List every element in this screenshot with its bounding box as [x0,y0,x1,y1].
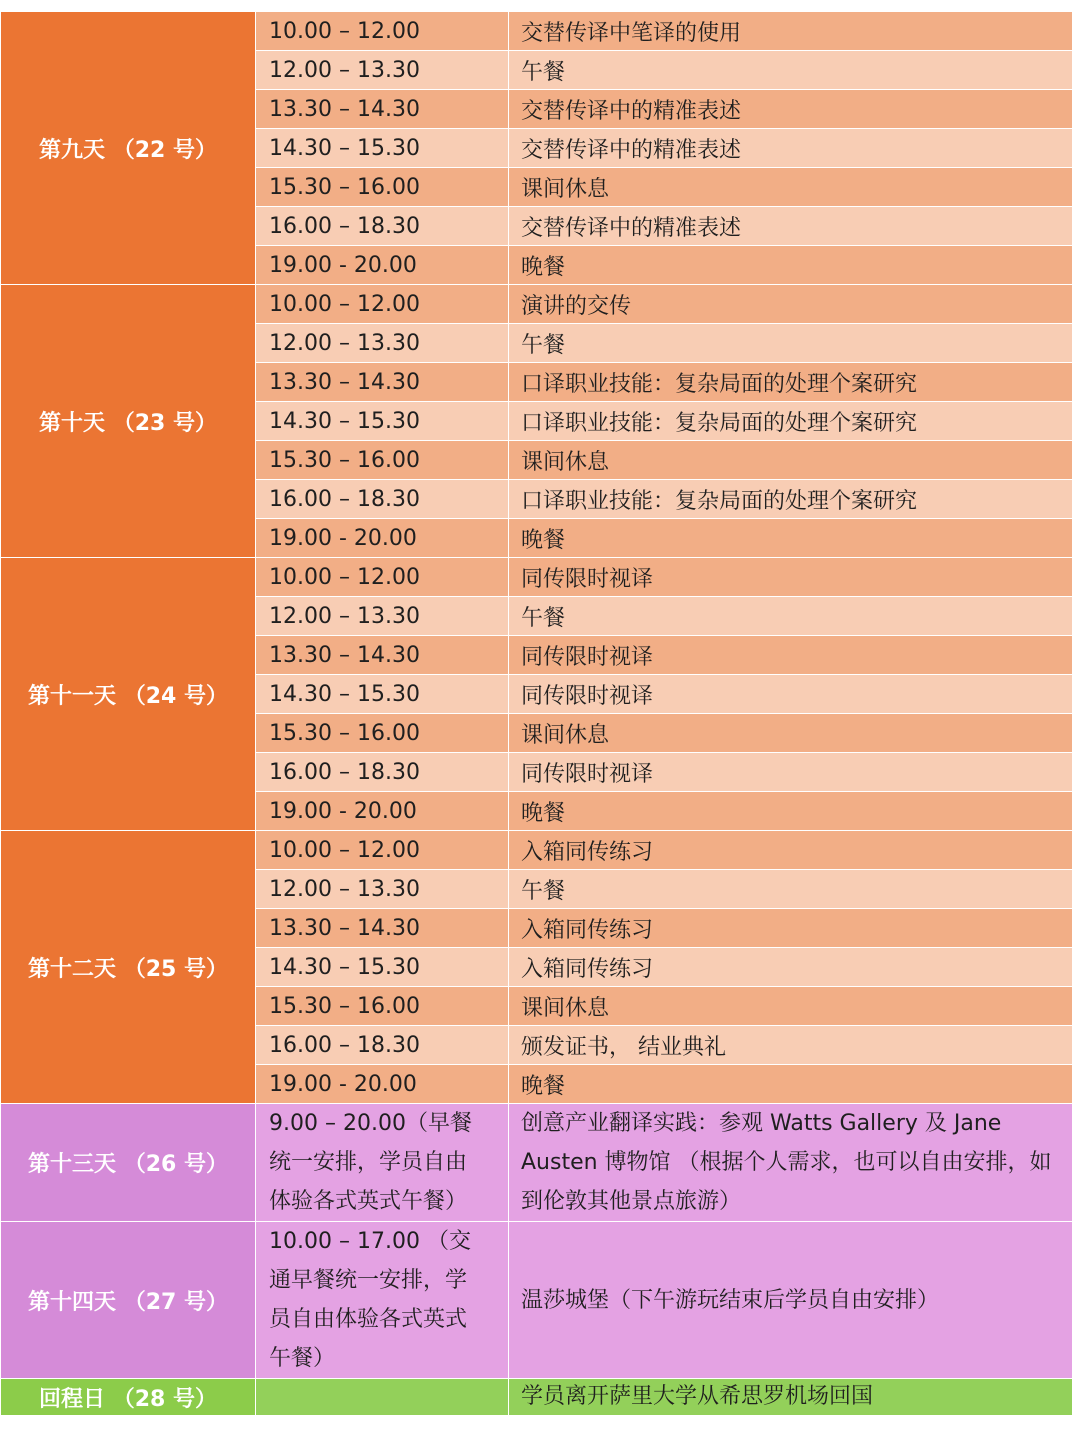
time-cell: 19.00 - 20.00 [256,792,509,831]
time-cell: 10.00 – 12.00 [256,558,509,597]
activity-cell: 午餐 [509,597,1073,636]
schedule-row-day13 [1,1104,1073,1222]
activity-line: 创意产业翻译实践：参观 Watts Gallery 及 Jane [521,1111,1002,1136]
schedule-row-day14 [1,1222,1073,1379]
schedule-row [1,558,1073,597]
time-cell: 16.00 – 18.30 [256,480,509,519]
time-cell: 16.00 – 18.30 [256,753,509,792]
activity-cell: 课间休息 [509,987,1073,1026]
activity-cell: 口译职业技能：复杂局面的处理个案研究 [509,480,1073,519]
time-cell: 16.00 – 18.30 [256,1026,509,1065]
time-cell [256,1104,509,1222]
time-cell: 10.00 – 12.00 [256,12,509,51]
time-cell: 19.00 - 20.00 [256,1065,509,1104]
activity-cell: 同传限时视译 [509,675,1073,714]
activity-cell: 同传限时视译 [509,558,1073,597]
time-cell: 13.30 – 14.30 [256,363,509,402]
activity-cell: 同传限时视译 [509,636,1073,675]
time-cell: 13.30 – 14.30 [256,90,509,129]
time-cell: 15.30 – 16.00 [256,441,509,480]
time-cell: 15.30 – 16.00 [256,168,509,207]
activity-cell: 交替传译中的精准表述 [509,129,1073,168]
activity-cell: 课间休息 [509,714,1073,753]
activity-cell: 晚餐 [509,792,1073,831]
time-line: 统一安排，学员自由 [269,1150,468,1175]
activity-line: 到伦敦其他景点旅游） [521,1189,742,1214]
day-label: 第十天 （23 号） [1,285,256,558]
activity-cell [509,1104,1073,1222]
time-cell: 19.00 - 20.00 [256,519,509,558]
time-cell: 10.00 – 12.00 [256,831,509,870]
time-cell: 15.30 – 16.00 [256,987,509,1026]
day-label: 第十三天 （26 号） [1,1104,256,1222]
day-label: 回程日 （28 号） [1,1379,256,1416]
activity-cell: 交替传译中笔译的使用 [509,12,1073,51]
schedule-row [1,831,1073,870]
time-cell: 16.00 – 18.30 [256,207,509,246]
day-label: 第九天 （22 号） [1,12,256,285]
time-cell: 13.30 – 14.30 [256,636,509,675]
activity-cell: 午餐 [509,51,1073,90]
activity-cell: 课间休息 [509,441,1073,480]
day-label: 第十二天 （25 号） [1,831,256,1104]
activity-cell: 入箱同传练习 [509,831,1073,870]
activity-cell: 入箱同传练习 [509,948,1073,987]
activity-cell: 同传限时视译 [509,753,1073,792]
time-cell: 12.00 – 13.30 [256,870,509,909]
activity-line: Austen 博物馆 （根据个人需求，也可以自由安排，如 [521,1150,1052,1175]
time-cell: 12.00 – 13.30 [256,324,509,363]
time-cell: 14.30 – 15.30 [256,948,509,987]
time-cell [256,1222,509,1379]
schedule-row [1,285,1073,324]
time-line: 体验各式英式午餐） [269,1189,468,1214]
activity-cell: 学员离开萨里大学从希思罗机场回国 [509,1379,1073,1416]
activity-cell: 温莎城堡（下午游玩结束后学员自由安排） [509,1222,1073,1379]
schedule-row [1,12,1073,51]
time-cell: 10.00 – 12.00 [256,285,509,324]
schedule-table [0,11,1073,1416]
activity-cell: 颁发证书， 结业典礼 [509,1026,1073,1065]
schedule-body [1,12,1073,1416]
activity-cell: 入箱同传练习 [509,909,1073,948]
time-cell: 12.00 – 13.30 [256,51,509,90]
time-line: 员自由体验各式英式 [269,1307,468,1332]
time-cell: 14.30 – 15.30 [256,402,509,441]
time-cell: 14.30 – 15.30 [256,129,509,168]
activity-cell: 口译职业技能：复杂局面的处理个案研究 [509,402,1073,441]
activity-cell: 晚餐 [509,246,1073,285]
activity-cell: 交替传译中的精准表述 [509,207,1073,246]
activity-cell: 演讲的交传 [509,285,1073,324]
activity-cell: 交替传译中的精准表述 [509,90,1073,129]
time-cell [256,1379,509,1416]
time-cell: 12.00 – 13.30 [256,597,509,636]
activity-cell: 晚餐 [509,519,1073,558]
time-line: 9.00 – 20.00（早餐 [269,1111,472,1136]
activity-cell: 口译职业技能：复杂局面的处理个案研究 [509,363,1073,402]
schedule-row-return [1,1379,1073,1416]
activity-cell: 晚餐 [509,1065,1073,1104]
time-cell: 13.30 – 14.30 [256,909,509,948]
day-label: 第十一天 （24 号） [1,558,256,831]
activity-cell: 课间休息 [509,168,1073,207]
day-label: 第十四天 （27 号） [1,1222,256,1379]
time-cell: 19.00 - 20.00 [256,246,509,285]
time-cell: 14.30 – 15.30 [256,675,509,714]
time-line: 10.00 – 17.00 （交 [269,1229,471,1254]
time-cell: 15.30 – 16.00 [256,714,509,753]
activity-cell: 午餐 [509,324,1073,363]
time-line: 通早餐统一安排，学 [269,1268,468,1293]
time-line: 午餐） [269,1346,336,1371]
activity-cell: 午餐 [509,870,1073,909]
